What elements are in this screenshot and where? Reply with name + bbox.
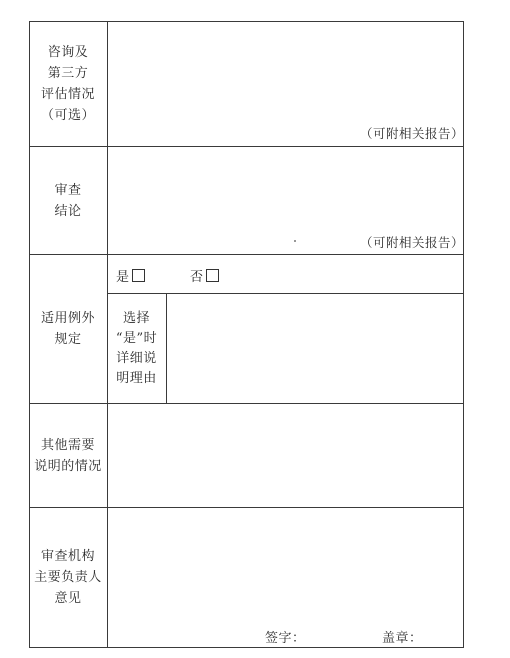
review-conclusion-label: 审查 结论 bbox=[54, 182, 82, 219]
consult-report-note: （可附相关报告） bbox=[360, 126, 465, 141]
yes-label: 是 bbox=[116, 270, 130, 285]
yes-checkbox[interactable] bbox=[132, 269, 145, 282]
review-report-note: （可附相关报告） bbox=[360, 235, 465, 250]
exception-reason-label: 选择 “是”时 详细说 明理由 bbox=[115, 310, 158, 386]
table-border-bottom bbox=[29, 647, 464, 648]
yes-option[interactable] bbox=[116, 266, 145, 285]
seal-label: 盖章： bbox=[382, 631, 423, 646]
stray-mark bbox=[294, 240, 296, 242]
principal-opinion-label: 审查机构 主要负责人 意见 bbox=[34, 549, 102, 606]
exception-rule-label: 适用例外 规定 bbox=[40, 311, 95, 347]
signature-label: 签字： bbox=[265, 631, 306, 646]
exception-sub-divider bbox=[166, 293, 167, 403]
no-label: 否 bbox=[190, 270, 204, 285]
other-notes-label: 其他需要 说明的情况 bbox=[34, 437, 102, 474]
no-option[interactable] bbox=[190, 266, 219, 285]
consult-label: 咨询及 第三方 评估情况 （可选） bbox=[40, 44, 95, 123]
table-border-right bbox=[463, 21, 464, 648]
no-checkbox[interactable] bbox=[206, 269, 219, 282]
